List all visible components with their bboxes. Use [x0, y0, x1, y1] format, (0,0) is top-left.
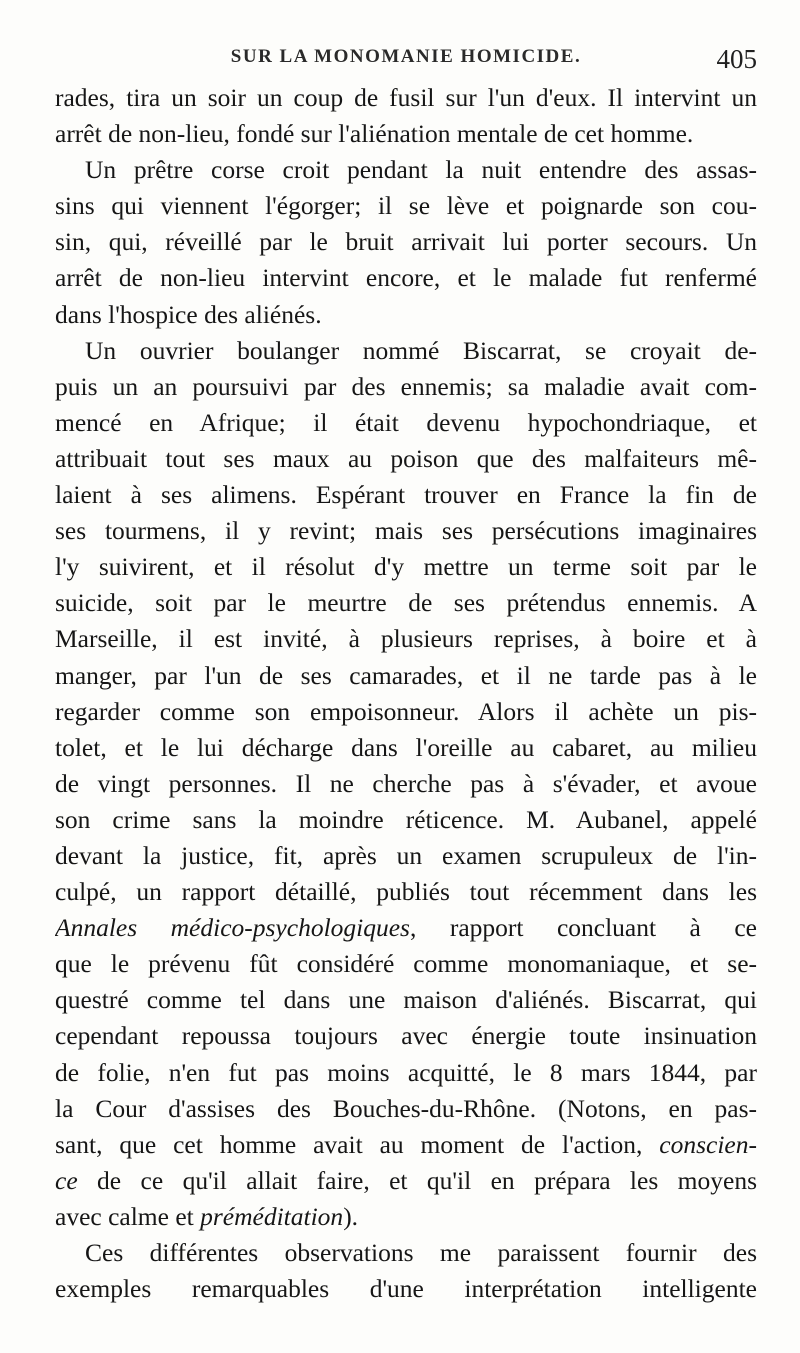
- line-segment: sant, que cet homme avait au moment de l'action,: [55, 1129, 660, 1159]
- line-segment: de ce qu'il allait faire, et qu'il en prépara les moyens: [77, 1165, 757, 1195]
- page-number: 405: [716, 44, 757, 74]
- text-line: exemples remarquables d'une interprétation intelligente: [55, 1274, 757, 1304]
- text-line: dans l'hospice des aliénés.: [55, 299, 322, 329]
- text-line: suicide, soit par le meurtre de ses prétendus ennemis. A: [55, 588, 757, 618]
- text-line: mencé en Afrique; il était devenu hypochondriaque, et: [55, 407, 757, 437]
- text-line: puis un an poursuivi par des ennemis; sa maladie avait com-: [55, 371, 757, 401]
- paragraph-start-line: Un prêtre corse croit pendant la nuit entendre des assas-: [85, 155, 757, 185]
- text-line: la Cour d'assises des Bouches-du-Rhône. (Notons, en pas-: [55, 1093, 757, 1123]
- emphasis-text: conscien-: [659, 1129, 757, 1159]
- text-line: Marseille, il est invité, à plusieurs reprises, à boire et à: [55, 624, 757, 654]
- text-line: attribuait tout ses maux au poison que des malfaiteurs mê-: [55, 443, 757, 473]
- text-line: regarder comme son empoisonneur. Alors il achète un pis-: [55, 696, 757, 726]
- text-line: [55, 1127, 757, 1163]
- text-line: cependant repoussa toujours avec énergie toute insinuation: [55, 1021, 757, 1051]
- text-line: son crime sans la moindre réticence. M. Aubanel, appelé: [55, 804, 757, 834]
- text-line: culpé, un rapport détaillé, publiés tout récemment dans les: [55, 877, 757, 907]
- text-line: arrêt de non-lieu intervint encore, et le malade fut renfermé: [55, 263, 757, 293]
- text-line: questré comme tel dans une maison d'aliénés. Biscarrat, qui: [55, 985, 757, 1015]
- text-line: de folie, n'en fut pas moins acquitté, le 8 mars 1844, par: [55, 1057, 757, 1087]
- text-line: manger, par l'un de ses camarades, et il ne tarde pas à le: [55, 660, 757, 690]
- text-line: rades, tira un soir un coup de fusil sur l'un d'eux. Il intervint un: [55, 83, 757, 112]
- text-line: de vingt personnes. Il ne cherche pas à s'évader, et avoue: [55, 768, 757, 798]
- paragraph-start-line: Ces différentes observations me paraissent fournir des: [85, 1238, 757, 1267]
- text-line: arrêt de non-lieu, fondé sur l'aliénation mentale de cet homme.: [55, 119, 694, 149]
- text-line: sins qui viennent l'égorger; il se lève et poignarde son cou-: [55, 191, 757, 221]
- running-head: [55, 44, 757, 78]
- journal-title: Annales médico-psychologiques: [55, 913, 410, 943]
- text-line: l'y suivirent, et il résolut d'y mettre un terme soit par le: [55, 552, 757, 582]
- text-line: devant la justice, fit, après un examen scrupuleux de l'in-: [55, 840, 757, 870]
- running-title: SUR LA MONOMANIE HOMICIDE.: [230, 46, 582, 67]
- text-line: [55, 1163, 757, 1199]
- text-line: [55, 910, 757, 946]
- text-line: tolet, et le lui décharge dans l'oreille au cabaret, au milieu: [55, 732, 757, 762]
- text-line: ses tourmens, il y revint; mais ses persécutions imaginaires: [55, 516, 757, 546]
- text-line: que le prévenu fût considéré comme monomaniaque, et se-: [55, 949, 757, 979]
- text-line: [55, 1199, 757, 1235]
- line-segment: avec calme et: [55, 1201, 201, 1231]
- paragraph-start-line: Un ouvrier boulanger nommé Biscarrat, se croyait de-: [85, 335, 757, 365]
- line-segment: ).: [343, 1201, 359, 1231]
- body-text: [55, 80, 757, 1307]
- emphasis-text: ce: [55, 1165, 78, 1195]
- text-line: sin, qui, réveillé par le bruit arrivait lui porter secours. Un: [55, 227, 757, 257]
- line-continuation: , rapport concluant à ce: [409, 913, 757, 943]
- text-line: laient à ses alimens. Espérant trouver en France la fin de: [55, 480, 757, 510]
- emphasis-text: préméditation: [200, 1201, 344, 1231]
